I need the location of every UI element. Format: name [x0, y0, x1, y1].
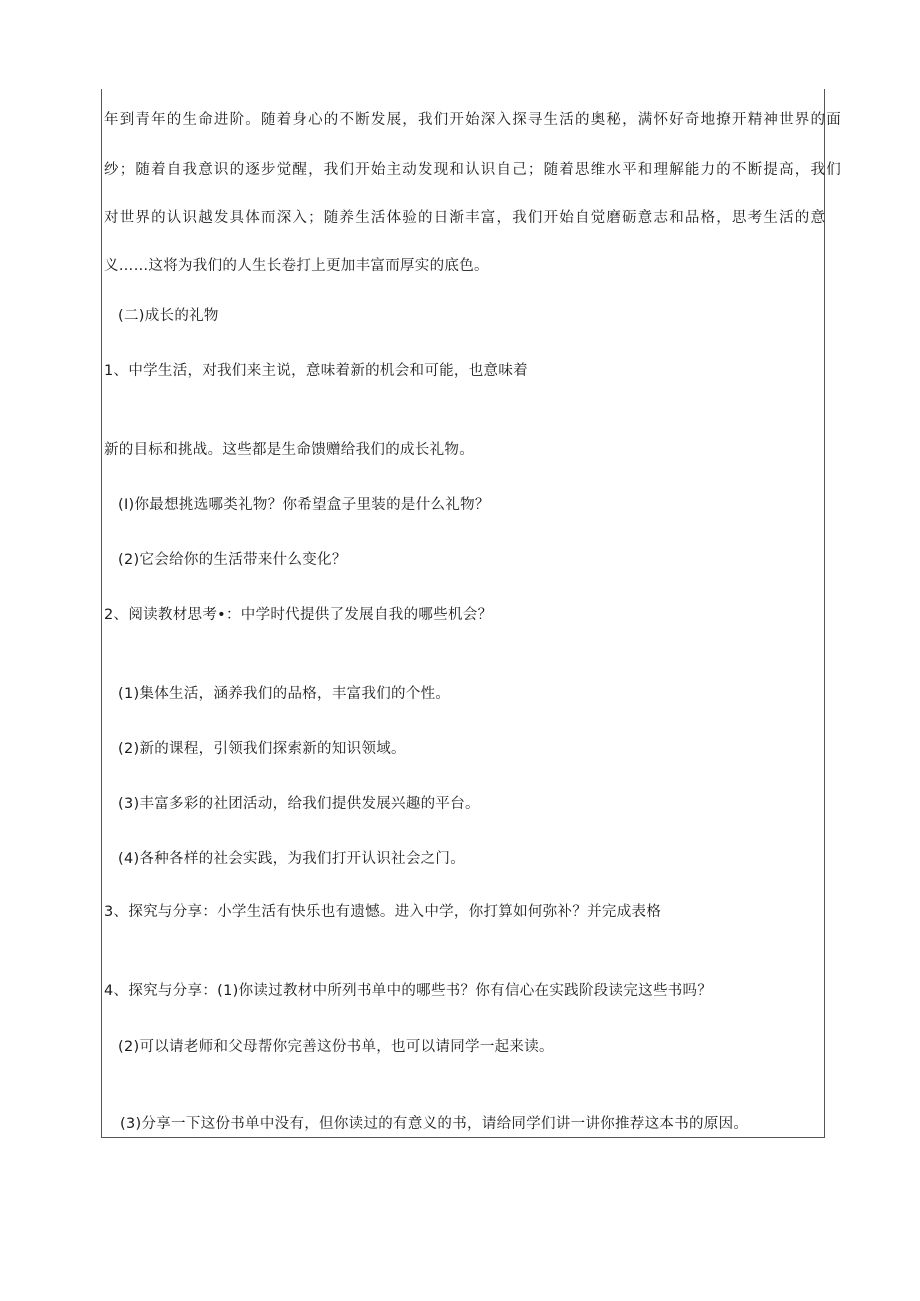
section-heading: (二)成长的礼物	[118, 308, 219, 324]
intro-line-2: 纱；随着自我意识的逐步觉醒，我们开始主动发现和认识自己；随着思维水平和理解能力的不断提高，我们	[104, 162, 842, 178]
item2-point-4: (4)各种各样的社会实践，为我们打开认识社会之门。	[118, 851, 466, 867]
intro-line-3: 对世界的认识越发具体而深入；随养生活体验的日渐丰富，我们开始自觉磨砺意志和品格，思考生活的意	[104, 210, 827, 226]
item1-line-1: 1、中学生活，对我们来主说，意味着新的机会和可能，也意味着	[104, 363, 528, 379]
intro-line-4: 义……这将为我们的人生长卷打上更加丰富而厚实的底色。	[104, 258, 489, 274]
item2-point-2: (2)新的课程，引领我们探索新的知识领域。	[118, 741, 406, 757]
item1-question-1: (I)你最想挑选哪类礼物？你希望盒子里装的是什么礼物？	[118, 497, 490, 513]
item2-title: 2、阅读教材思考•：中学时代提供了发展自我的哪些机会？	[104, 607, 493, 623]
item1-question-2: (2)它会给你的生活带来什么变化？	[118, 552, 347, 568]
item3-title: 3、探究与分享：小学生活有快乐也有遗憾。进入中学，你打算如何弥补？并完成表格	[104, 904, 662, 920]
intro-line-1: 年到青年的生命进阶。随着身心的不断发展，我们开始深入探寻生活的奥秘，满怀好奇地撩开精神世界的面	[104, 112, 842, 128]
item4-question-3: (3)分享一下这份书单中没有，但你读过的有意义的书，请给同学们讲一讲你推荐这本书的原因。	[120, 1116, 749, 1132]
item4-question-2: (2)可以请老师和父母帮你完善这份书单，也可以请同学一起来读。	[118, 1039, 554, 1055]
item1-line-2: 新的目标和挑战。这些都是生命馈赠给我们的成长礼物。	[104, 442, 474, 458]
item4-title: 4、探究与分享：(1)你读过教材中所列书单中的哪些书？你有信心在实践阶段读完这些书吗？	[104, 983, 713, 999]
item2-point-1: (1)集体生活，涵养我们的品格，丰富我们的个性。	[118, 686, 451, 702]
item2-point-3: (3)丰富多彩的社团活动，给我们提供发展兴趣的平台。	[118, 796, 480, 812]
